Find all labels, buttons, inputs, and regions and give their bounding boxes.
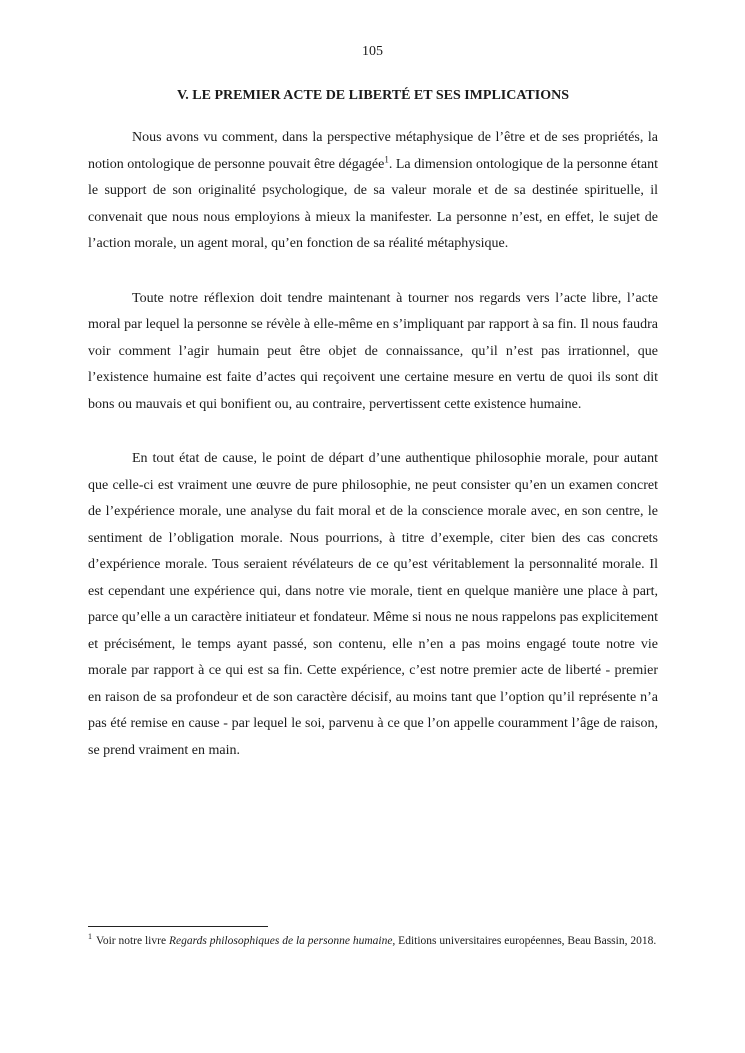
footnote-book-title: Regards philosophiques de la personne humaine, — [168, 935, 396, 947]
paragraph-1-text-a: Nous avons vu comment, dans la perspective métaphysique de l’être et de ses propriétés, la notion ontologique de personne pouvait être dégagée — [88, 130, 658, 172]
footnote-mark: 1 — [88, 932, 92, 942]
footnote-suffix: Editions universitaires européennes, Beau Bassin, 2018. — [395, 935, 657, 947]
paragraph-1-text-b: . La dimension ontologique de la personne étant le support de son originalité psychologique, de sa valeur morale et de sa destinée spirituelle, il convenait que nous nous employions à mieux la manifester. La personne n’est, en effet, le sujet de l’action morale, un agent moral, qu’en fonction de sa réalité métaphysique. — [88, 156, 658, 251]
paragraph-2: Toute notre réflexion doit tendre maintenant à tourner nos regards vers l’acte libre, l’acte moral par lequel la personne se révèle à elle-même en s’impliquant par rapport à sa fin. Il nous faudra voir comment l’agir humain peut être objet de connaissance, qu’il n’est pas irrationnel, que l’existence humaine est faite d’actes qui reçoivent une certaine mesure en vertu de quoi ils sont dit bons ou mauvais et qui bonifient ou, au contraire, pervertissent cette existence humaine. — [88, 290, 658, 412]
footnote-divider — [88, 926, 268, 927]
footnote — [88, 933, 658, 949]
paragraph-1 — [88, 125, 658, 258]
footnote-prefix: Voir notre livre — [96, 935, 169, 947]
chapter-title: V. LE PREMIER ACTE DE LIBERTÉ ET SES IMPLICATIONS — [176, 88, 569, 103]
page-number: 105 — [362, 44, 383, 59]
paragraph-3: En tout état de cause, le point de départ d’une authentique philosophie morale, pour autant que celle-ci est vraiment une œuvre de pure philosophie, ne peut consister qu’en un examen concret de l’expérience morale, une analyse du fait moral et de la conscience morale avec, en son centre, le sentiment de l’obligation morale. Nous pourrions, à titre d’exemple, citer bien des cas concrets d’expérience morale. Tous seraient révélateurs de ce qu’est véritablement la personnalité morale. Il est cependant une expérience qui, dans notre vie morale, tient en quelque manière une place à part, parce qu’elle a un caractère initiateur et fondateur. Même si nous ne nous rappelons pas explicitement et précisément, le temps ayant passé, son contenu, elle n’en a pas moins engagé toute notre vie morale par rapport à ce qui est sa fin. Cette expérience, c’est notre premier acte de liberté - premier en raison de sa profondeur et de son caractère décisif, au moins tant que l’option qu’il représente n’a pas été remise en cause - par lequel le soi, parvenu à ce que l’on appelle couramment l’âge de raison, se prend vraiment en main. — [88, 451, 658, 758]
body-text — [88, 125, 658, 792]
footnote-reference[interactable]: 1 — [384, 153, 389, 164]
